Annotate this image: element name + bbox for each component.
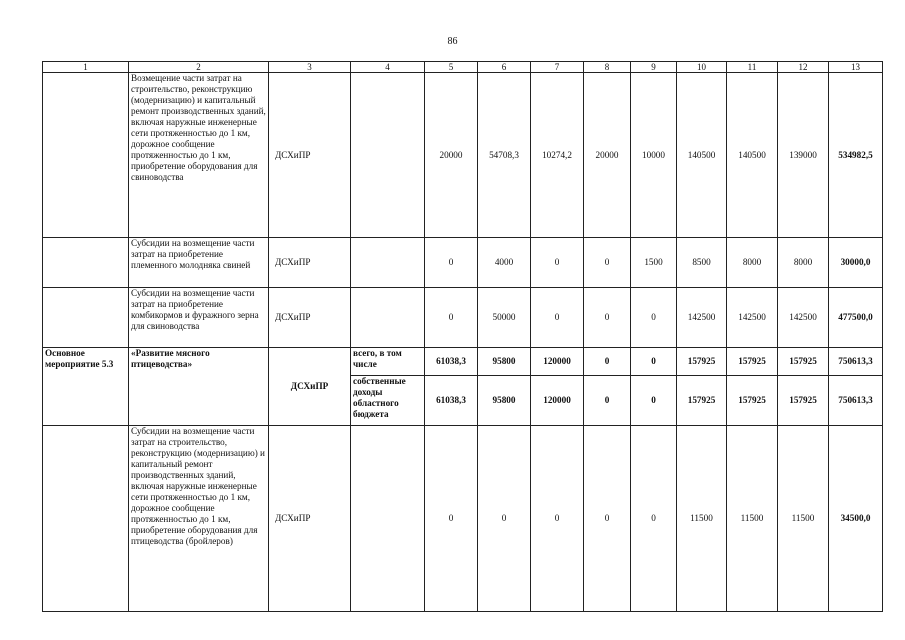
- value-cell: 0: [531, 288, 584, 348]
- value-cell: 11500: [727, 426, 778, 612]
- value-cell: 20000: [425, 73, 478, 238]
- value-cell: 157925: [677, 348, 727, 376]
- table-row: [43, 426, 883, 612]
- executor-cell: ДСХиПР: [269, 238, 351, 288]
- value-cell: 54708,3: [478, 73, 531, 238]
- source-cell: всего, в том числе: [351, 348, 425, 376]
- total-cell: 34500,0: [829, 426, 883, 612]
- col-header: 11: [727, 62, 778, 73]
- value-cell: 157925: [778, 348, 829, 376]
- value-cell: 0: [478, 426, 531, 612]
- executor-cell: ДСХиПР: [269, 288, 351, 348]
- value-cell: 157925: [727, 348, 778, 376]
- source-cell: [351, 288, 425, 348]
- value-cell: 50000: [478, 288, 531, 348]
- col-header: 10: [677, 62, 727, 73]
- value-cell: 0: [584, 348, 631, 376]
- value-cell: 61038,3: [425, 376, 478, 426]
- main-event-title: «Развитие мясного птицеводства»: [129, 348, 269, 426]
- value-cell: 0: [425, 238, 478, 288]
- value-cell: 4000: [478, 238, 531, 288]
- value-cell: 11500: [778, 426, 829, 612]
- value-cell: 157925: [727, 376, 778, 426]
- value-cell: 0: [584, 376, 631, 426]
- value-cell: 95800: [478, 376, 531, 426]
- executor-cell: ДСХиПР: [269, 348, 351, 426]
- executor-cell: ДСХиПР: [269, 426, 351, 612]
- value-cell: 10000: [631, 73, 677, 238]
- col-header: 12: [778, 62, 829, 73]
- value-cell: 140500: [727, 73, 778, 238]
- page-number: 86: [447, 36, 458, 47]
- budget-table: [42, 61, 883, 612]
- table-row: [43, 73, 883, 238]
- event-cell: [43, 238, 129, 288]
- source-cell: [351, 73, 425, 238]
- value-cell: 0: [631, 348, 677, 376]
- value-cell: 8000: [778, 238, 829, 288]
- total-cell: 534982,5: [829, 73, 883, 238]
- value-cell: 10274,2: [531, 73, 584, 238]
- executor-cell: ДСХиПР: [269, 73, 351, 238]
- value-cell: 120000: [531, 348, 584, 376]
- header-row: [43, 62, 883, 73]
- source-cell: [351, 426, 425, 612]
- value-cell: 20000: [584, 73, 631, 238]
- value-cell: 11500: [677, 426, 727, 612]
- value-cell: 139000: [778, 73, 829, 238]
- value-cell: 61038,3: [425, 348, 478, 376]
- total-cell: 477500,0: [829, 288, 883, 348]
- value-cell: 8500: [677, 238, 727, 288]
- value-cell: 0: [631, 376, 677, 426]
- source-cell: собственные доходы областного бюджета: [351, 376, 425, 426]
- total-cell: 750613,3: [829, 376, 883, 426]
- total-cell: 750613,3: [829, 348, 883, 376]
- source-cell: [351, 238, 425, 288]
- measure-name: Субсидии на возмещение части затрат на приобретение комбикормов и фуражного зерна для свиноводства: [129, 288, 269, 348]
- value-cell: 142500: [727, 288, 778, 348]
- value-cell: 0: [584, 426, 631, 612]
- event-cell: [43, 73, 129, 238]
- value-cell: 120000: [531, 376, 584, 426]
- event-cell: [43, 288, 129, 348]
- measure-name: Субсидии на возмещение части затрат на строительство, реконструкцию (модернизацию) и капитальный ремонт производственных зданий, включая наружные инженерные сети протяженностью до 1 км, дорожное сообщение протяженностью до 1 км, приобретение оборудования для птицеводства (бройлеров): [129, 426, 269, 612]
- value-cell: 8000: [727, 238, 778, 288]
- value-cell: 0: [425, 288, 478, 348]
- value-cell: 157925: [677, 376, 727, 426]
- event-cell: [43, 426, 129, 612]
- value-cell: 0: [425, 426, 478, 612]
- value-cell: 0: [531, 238, 584, 288]
- value-cell: 1500: [631, 238, 677, 288]
- col-header: 7: [531, 62, 584, 73]
- total-cell: 30000,0: [829, 238, 883, 288]
- value-cell: 0: [631, 288, 677, 348]
- table-row: [43, 238, 883, 288]
- value-cell: 0: [531, 426, 584, 612]
- value-cell: 142500: [778, 288, 829, 348]
- col-header: 4: [351, 62, 425, 73]
- col-header: 3: [269, 62, 351, 73]
- table-row: [43, 348, 883, 376]
- col-header: 9: [631, 62, 677, 73]
- col-header: 13: [829, 62, 883, 73]
- col-header: 8: [584, 62, 631, 73]
- measure-name: Субсидии на возмещение части затрат на приобретение племенного молодняка свиней: [129, 238, 269, 288]
- value-cell: 140500: [677, 73, 727, 238]
- col-header: 6: [478, 62, 531, 73]
- value-cell: 95800: [478, 348, 531, 376]
- col-header: 5: [425, 62, 478, 73]
- value-cell: 0: [584, 238, 631, 288]
- value-cell: 0: [631, 426, 677, 612]
- table-row: [43, 288, 883, 348]
- main-event-cell: Основное мероприятие 5.3: [43, 348, 129, 426]
- col-header: 2: [129, 62, 269, 73]
- col-header: 1: [43, 62, 129, 73]
- value-cell: 0: [584, 288, 631, 348]
- value-cell: 142500: [677, 288, 727, 348]
- value-cell: 157925: [778, 376, 829, 426]
- measure-name: Возмещение части затрат на строительство, реконструкцию (модернизацию) и капитальный ремонт производственных зданий, включая наружные инженерные сети протяженностью до 1 км, дорожное сообщение протяженностью до 1 км, приобретение оборудования для свиноводства: [129, 73, 269, 238]
